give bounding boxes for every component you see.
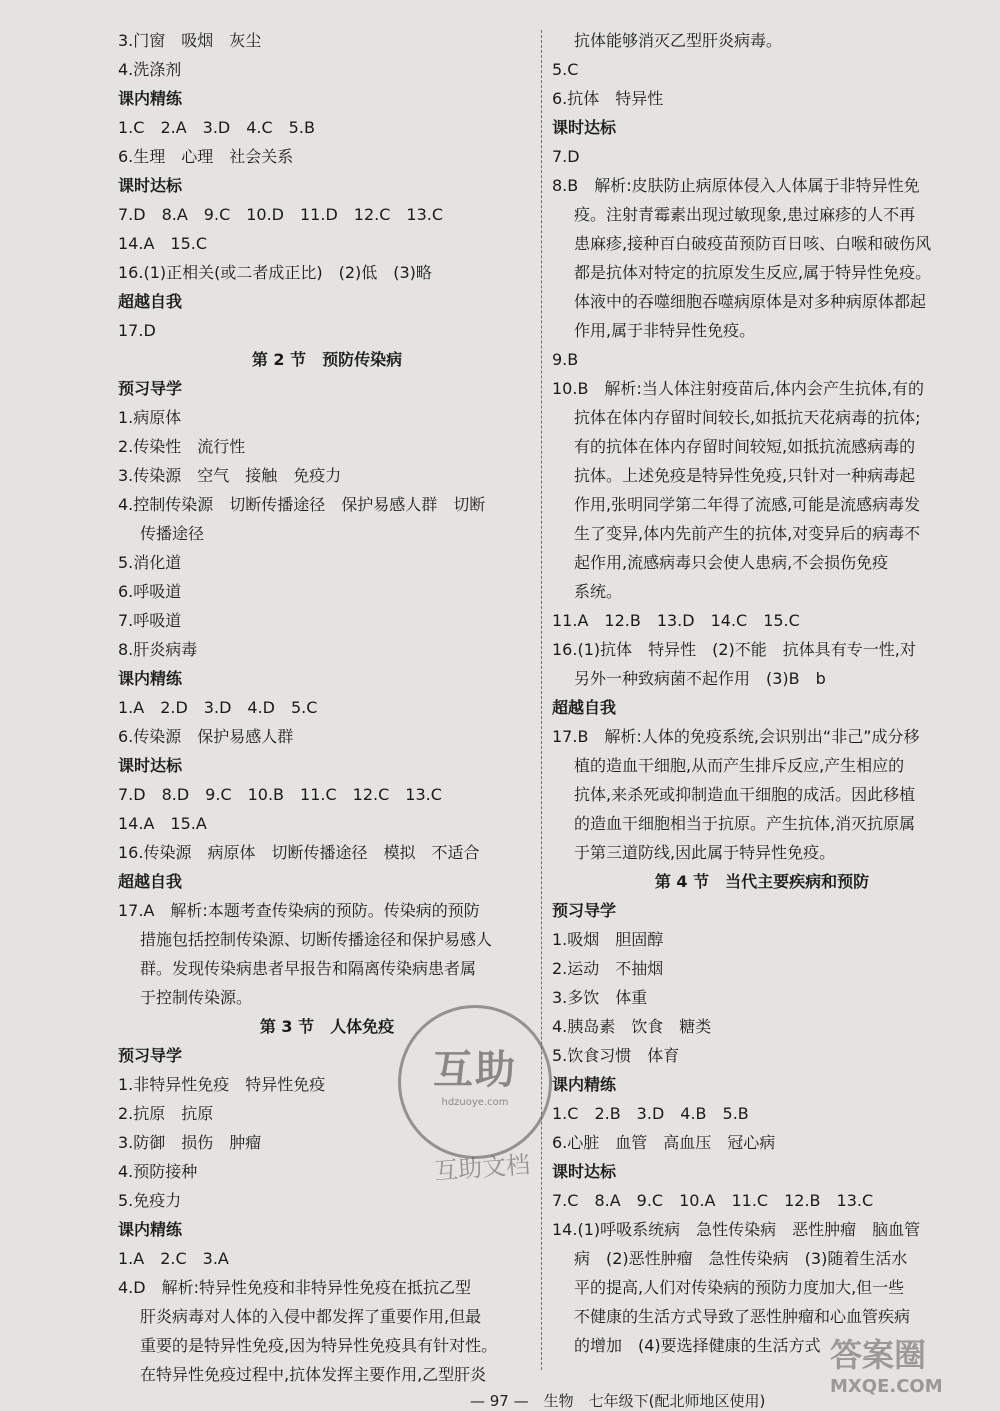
answer-line: 6.传染源 保护易感人群 bbox=[118, 727, 294, 746]
answer-line: 5.免疫力 bbox=[118, 1191, 182, 1210]
section-heading: 课内精练 bbox=[118, 1220, 183, 1239]
column-divider bbox=[541, 30, 542, 1370]
answer-line: 抗体。上述免疫是特异性免疫,只针对一种病毒起 bbox=[574, 466, 916, 485]
answer-line: 重要的是特异性免疫,因为特异性免疫具有针对性。 bbox=[140, 1336, 498, 1355]
answer-line: 17.A 解析:本题考查传染病的预防。传染病的预防 bbox=[118, 901, 480, 920]
answer-line: 16.(1)抗体 特异性 (2)不能 抗体具有专一性,对 bbox=[552, 640, 916, 659]
section-heading: 课时达标 bbox=[118, 176, 183, 195]
answer-line: 7.D bbox=[552, 147, 580, 166]
answer-line: 系统。 bbox=[574, 582, 623, 601]
section-heading: 课内精练 bbox=[552, 1075, 617, 1094]
answer-line: 1.吸烟 胆固醇 bbox=[552, 930, 664, 949]
answer-line: 抗体,来杀死或抑制造血干细胞的成活。因此移植 bbox=[574, 785, 916, 804]
section-heading: 超越自我 bbox=[552, 698, 617, 717]
answer-line: 植的造血干细胞,从而产生排斥反应,产生相应的 bbox=[574, 756, 905, 775]
answer-line: 4.预防接种 bbox=[118, 1162, 198, 1181]
answer-line: 9.B bbox=[552, 350, 579, 369]
section-heading: 课内精练 bbox=[118, 669, 183, 688]
right-column bbox=[552, 26, 972, 1360]
answer-line: 抗体能够消灭乙型肝炎病毒。 bbox=[574, 31, 783, 50]
answer-line: 7.C 8.A 9.C 10.A 11.C 12.B 13.C bbox=[552, 1191, 874, 1210]
answer-line: 抗体在体内存留时间较长,如抵抗天花病毒的抗体; bbox=[574, 408, 921, 427]
answer-line: 6.抗体 特异性 bbox=[552, 89, 664, 108]
answer-line: 的增加 (4)要选择健康的生活方式 bbox=[574, 1336, 821, 1355]
answer-line: 平的提高,人们对传染病的预防力度加大,但一些 bbox=[574, 1278, 905, 1297]
section-heading: 预习导学 bbox=[552, 901, 617, 920]
answer-line: 7.呼吸道 bbox=[118, 611, 182, 630]
answer-line: 有的抗体在体内存留时间较短,如抵抗流感病毒的 bbox=[574, 437, 916, 456]
answer-line: 17.D bbox=[118, 321, 156, 340]
page-footer: — 97 — 生物 七年级下(配北师地区使用) bbox=[470, 1392, 766, 1410]
answer-line: 14.A 15.A bbox=[118, 814, 207, 833]
answer-line: 4.洗涤剂 bbox=[118, 60, 182, 79]
answer-line: 3.门窗 吸烟 灰尘 bbox=[118, 31, 262, 50]
answer-line: 6.呼吸道 bbox=[118, 582, 182, 601]
answer-line: 3.传染源 空气 接触 免疫力 bbox=[118, 466, 342, 485]
answer-line: 1.A 2.C 3.A bbox=[118, 1249, 229, 1268]
answer-line: 4.胰岛素 饮食 糖类 bbox=[552, 1017, 712, 1036]
section-heading: 课时达标 bbox=[552, 1162, 617, 1181]
answer-line: 患麻疹,接种百白破疫苗预防百日咳、白喉和破伤风 bbox=[574, 234, 932, 253]
answer-line: 16.传染源 病原体 切断传播途径 模拟 不适合 bbox=[118, 843, 480, 862]
lesson-title: 第 3 节 人体免疫 bbox=[259, 1017, 395, 1036]
answer-line: 起作用,流感病毒只会使人患病,不会损伤免疫 bbox=[574, 553, 889, 572]
answer-line: 传播途径 bbox=[140, 524, 205, 543]
section-heading: 课时达标 bbox=[552, 118, 617, 137]
corner-watermark-url: MXQE.COM bbox=[830, 1376, 943, 1397]
answer-line: 1.C 2.B 3.D 4.B 5.B bbox=[552, 1104, 749, 1123]
answer-line: 措施包括控制传染源、切断传播途径和保护易感人 bbox=[140, 930, 493, 949]
section-heading: 超越自我 bbox=[118, 292, 183, 311]
answer-line: 2.传染性 流行性 bbox=[118, 437, 246, 456]
watermark-url: hdzuoye.com bbox=[441, 1097, 509, 1108]
answer-line: 的造血干细胞相当于抗原。产生抗体,消灭抗原属 bbox=[574, 814, 916, 833]
section-heading: 超越自我 bbox=[118, 872, 183, 891]
corner-watermark-title: 答案圈 bbox=[830, 1336, 927, 1374]
answer-line: 不健康的生活方式导致了恶性肿瘤和心血管疾病 bbox=[574, 1307, 911, 1326]
answer-line: 5.C bbox=[552, 60, 579, 79]
answer-line: 5.消化道 bbox=[118, 553, 182, 572]
answer-line: 肝炎病毒对人体的入侵中都发挥了重要作用,但最 bbox=[140, 1307, 482, 1326]
answer-line: 3.多饮 体重 bbox=[552, 988, 648, 1007]
answer-line: 2.运动 不抽烟 bbox=[552, 959, 664, 978]
corner-watermark-logo bbox=[830, 1330, 980, 1400]
answer-line: 1.非特异性免疫 特异性免疫 bbox=[118, 1075, 326, 1094]
answer-line: 群。发现传染病患者早报告和隔离传染病患者属 bbox=[140, 959, 477, 978]
watermark-main: 互助 bbox=[433, 1047, 517, 1093]
section-heading: 课内精练 bbox=[118, 89, 183, 108]
answer-line: 11.A 12.B 13.D 14.C 15.C bbox=[552, 611, 800, 630]
answer-line: 8.B 解析:皮肤防止病原体侵入人体属于非特异性免 bbox=[552, 176, 920, 195]
answer-line: 16.(1)正相关(或二者成正比) (2)低 (3)略 bbox=[118, 263, 432, 282]
answer-line: 7.D 8.D 9.C 10.B 11.C 12.C 13.C bbox=[118, 785, 442, 804]
answer-line: 于控制传染源。 bbox=[140, 988, 253, 1007]
watermark-stamp bbox=[398, 1005, 552, 1159]
left-column bbox=[118, 26, 536, 1389]
answer-line: 5.饮食习惯 体育 bbox=[552, 1046, 680, 1065]
answer-line: 病 (2)恶性肿瘤 急性传染病 (3)随着生活水 bbox=[574, 1249, 908, 1268]
answer-line: 2.抗原 抗原 bbox=[118, 1104, 214, 1123]
answer-line: 1.A 2.D 3.D 4.D 5.C bbox=[118, 698, 318, 717]
answer-line: 6.生理 心理 社会关系 bbox=[118, 147, 294, 166]
answer-line: 17.B 解析:人体的免疫系统,会识别出“非己”成分移 bbox=[552, 727, 920, 746]
answer-line: 体液中的吞噬细胞吞噬病原体是对多种病原体都起 bbox=[574, 292, 927, 311]
section-heading: 课时达标 bbox=[118, 756, 183, 775]
answer-line: 4.D 解析:特异性免疫和非特异性免疫在抵抗乙型 bbox=[118, 1278, 471, 1297]
answer-line: 在特异性免疫过程中,抗体发挥主要作用,乙型肝炎 bbox=[140, 1365, 487, 1384]
answer-line: 4.控制传染源 切断传播途径 保护易感人群 切断 bbox=[118, 495, 486, 514]
answer-line: 1.C 2.A 3.D 4.C 5.B bbox=[118, 118, 315, 137]
answer-line: 7.D 8.A 9.C 10.D 11.D 12.C 13.C bbox=[118, 205, 444, 224]
answer-line: 14.(1)呼吸系统病 急性传染病 恶性肿瘤 脑血管 bbox=[552, 1220, 921, 1239]
answer-line: 3.防御 损伤 肿瘤 bbox=[118, 1133, 262, 1152]
answer-line: 14.A 15.C bbox=[118, 234, 208, 253]
answer-line: 疫。注射青霉素出现过敏现象,患过麻疹的人不再 bbox=[574, 205, 916, 224]
answer-line: 生了变异,体内先前产生的抗体,对变异后的病毒不 bbox=[574, 524, 921, 543]
answer-line: 另外一种致病菌不起作用 (3)B b bbox=[574, 669, 826, 688]
lesson-title: 第 4 节 当代主要疾病和预防 bbox=[654, 872, 870, 891]
watermark-doc-text: 互助文档 bbox=[433, 1150, 532, 1186]
answer-line: 于第三道防线,因此属于特异性免疫。 bbox=[574, 843, 836, 862]
section-heading: 预习导学 bbox=[118, 379, 183, 398]
lesson-title: 第 2 节 预防传染病 bbox=[251, 350, 403, 369]
answer-line: 都是抗体对特定的抗原发生反应,属于特异性免疫。 bbox=[574, 263, 932, 282]
answer-line: 8.肝炎病毒 bbox=[118, 640, 198, 659]
answer-line: 10.B 解析:当人体注射疫苗后,体内会产生抗体,有的 bbox=[552, 379, 924, 398]
answer-line: 作用,属于非特异性免疫。 bbox=[574, 321, 756, 340]
answer-line: 6.心脏 血管 高血压 冠心病 bbox=[552, 1133, 776, 1152]
answer-line: 1.病原体 bbox=[118, 408, 182, 427]
section-heading: 预习导学 bbox=[118, 1046, 183, 1065]
answer-line: 作用,张明同学第二年得了流感,可能是流感病毒发 bbox=[574, 495, 921, 514]
